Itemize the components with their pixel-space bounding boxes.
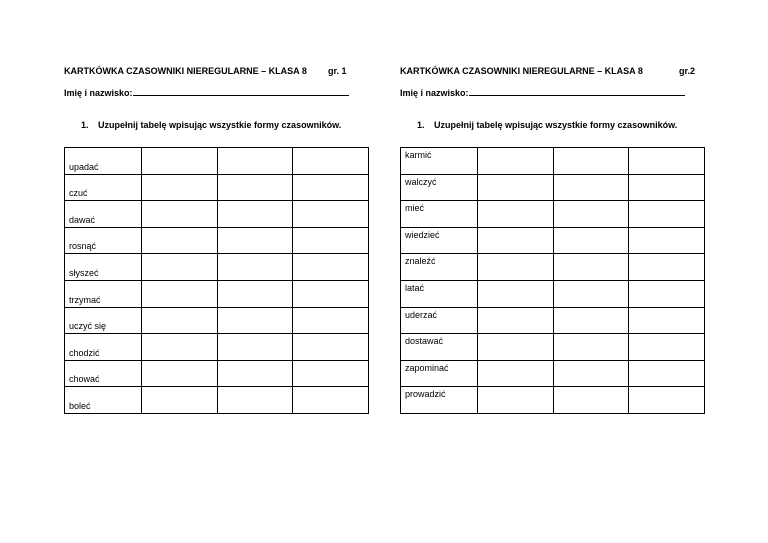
answer-cell[interactable] xyxy=(217,148,293,175)
answer-cell[interactable] xyxy=(553,227,629,254)
answer-cell[interactable] xyxy=(478,360,554,387)
task-instruction xyxy=(417,120,705,134)
answer-cell[interactable] xyxy=(629,334,705,361)
answer-cell[interactable] xyxy=(478,280,554,307)
table-row xyxy=(65,174,369,201)
answer-cell[interactable] xyxy=(293,360,369,387)
table-row xyxy=(401,280,705,307)
table-row xyxy=(401,227,705,254)
answer-cell[interactable] xyxy=(553,360,629,387)
verb-cell: upadać xyxy=(65,148,142,175)
verb-cell: czuć xyxy=(65,174,142,201)
answer-cell[interactable] xyxy=(629,254,705,281)
answer-cell[interactable] xyxy=(629,387,705,414)
answer-cell[interactable] xyxy=(217,201,293,228)
answer-cell[interactable] xyxy=(293,201,369,228)
table-row xyxy=(65,201,369,228)
answer-cell[interactable] xyxy=(553,201,629,228)
answer-cell[interactable] xyxy=(142,360,218,387)
answer-cell[interactable] xyxy=(629,307,705,334)
table-row xyxy=(65,334,369,361)
task-number: 1. xyxy=(417,120,425,130)
task-number: 1. xyxy=(81,120,89,130)
answer-cell[interactable] xyxy=(217,280,293,307)
table-row xyxy=(65,148,369,175)
answer-cell[interactable] xyxy=(293,307,369,334)
answer-cell[interactable] xyxy=(293,174,369,201)
task-text: Uzupełnij tabelę wpisując wszystkie formy czasowników. xyxy=(98,120,342,130)
answer-cell[interactable] xyxy=(553,254,629,281)
answer-cell[interactable] xyxy=(217,254,293,281)
task-text: Uzupełnij tabelę wpisując wszystkie formy czasowników. xyxy=(434,120,678,130)
verb-cell: chodzić xyxy=(65,334,142,361)
answer-cell[interactable] xyxy=(553,387,629,414)
verb-cell: dawać xyxy=(65,201,142,228)
name-field[interactable] xyxy=(64,86,369,100)
answer-cell[interactable] xyxy=(478,334,554,361)
table-row xyxy=(65,254,369,281)
group-label: gr.2 xyxy=(679,66,696,76)
table-row xyxy=(401,174,705,201)
answer-cell[interactable] xyxy=(293,227,369,254)
answer-cell[interactable] xyxy=(478,201,554,228)
verb-cell: chować xyxy=(65,360,142,387)
answer-cell[interactable] xyxy=(217,307,293,334)
answer-cell[interactable] xyxy=(293,148,369,175)
answer-cell[interactable] xyxy=(142,307,218,334)
answer-cell[interactable] xyxy=(142,148,218,175)
answer-cell[interactable] xyxy=(553,148,629,175)
verb-cell: zapominać xyxy=(401,360,478,387)
answer-cell[interactable] xyxy=(142,334,218,361)
answer-cell[interactable] xyxy=(217,174,293,201)
answer-cell[interactable] xyxy=(478,174,554,201)
table-row xyxy=(65,387,369,414)
answer-cell[interactable] xyxy=(478,227,554,254)
answer-cell[interactable] xyxy=(629,174,705,201)
verb-cell: uczyć się xyxy=(65,307,142,334)
verb-cell: karmić xyxy=(401,148,478,175)
table-row xyxy=(65,227,369,254)
answer-cell[interactable] xyxy=(478,148,554,175)
verb-table-group-1 xyxy=(64,147,369,414)
answer-cell[interactable] xyxy=(217,227,293,254)
name-label: Imię i nazwisko: xyxy=(64,88,133,98)
answer-cell[interactable] xyxy=(142,227,218,254)
quiz-title: KARTKÓWKA CZASOWNIKI NIEREGULARNE – KLASA 8 xyxy=(400,66,643,76)
verb-cell: prowadzić xyxy=(401,387,478,414)
table-row xyxy=(65,280,369,307)
answer-cell[interactable] xyxy=(629,280,705,307)
group-2-section xyxy=(400,66,705,400)
verb-cell: rosnąć xyxy=(65,227,142,254)
verb-cell: boleć xyxy=(65,387,142,414)
table-row xyxy=(401,360,705,387)
answer-cell[interactable] xyxy=(553,334,629,361)
answer-cell[interactable] xyxy=(293,254,369,281)
name-label: Imię i nazwisko: xyxy=(400,88,469,98)
answer-cell[interactable] xyxy=(142,280,218,307)
group-2-header xyxy=(400,66,705,80)
answer-cell[interactable] xyxy=(553,307,629,334)
table-row xyxy=(401,254,705,281)
answer-cell[interactable] xyxy=(629,201,705,228)
answer-cell[interactable] xyxy=(478,254,554,281)
verb-cell: dostawać xyxy=(401,334,478,361)
answer-cell[interactable] xyxy=(478,307,554,334)
table-row xyxy=(65,307,369,334)
answer-cell[interactable] xyxy=(142,387,218,414)
answer-cell[interactable] xyxy=(293,280,369,307)
table-row xyxy=(401,201,705,228)
answer-cell[interactable] xyxy=(217,387,293,414)
verb-cell: latać xyxy=(401,280,478,307)
answer-cell[interactable] xyxy=(142,201,218,228)
name-underline[interactable] xyxy=(133,86,349,96)
table-row xyxy=(401,148,705,175)
answer-cell[interactable] xyxy=(293,387,369,414)
task-instruction xyxy=(81,120,369,134)
answer-cell[interactable] xyxy=(217,360,293,387)
answer-cell[interactable] xyxy=(293,334,369,361)
verb-cell: trzymać xyxy=(65,280,142,307)
group-label: gr. 1 xyxy=(328,66,347,76)
group-1-header xyxy=(64,66,369,80)
verb-cell: znaleźć xyxy=(401,254,478,281)
answer-cell[interactable] xyxy=(629,360,705,387)
table-row xyxy=(401,334,705,361)
verb-cell: walczyć xyxy=(401,174,478,201)
table-row xyxy=(65,360,369,387)
quiz-title: KARTKÓWKA CZASOWNIKI NIEREGULARNE – KLASA 8 xyxy=(64,66,307,76)
answer-cell[interactable] xyxy=(142,254,218,281)
answer-cell[interactable] xyxy=(553,280,629,307)
group-1-section xyxy=(64,66,369,411)
answer-cell[interactable] xyxy=(629,227,705,254)
answer-cell[interactable] xyxy=(478,387,554,414)
verb-cell: mieć xyxy=(401,201,478,228)
name-underline[interactable] xyxy=(469,86,685,96)
name-field[interactable] xyxy=(400,86,705,100)
verb-cell: słyszeć xyxy=(65,254,142,281)
answer-cell[interactable] xyxy=(142,174,218,201)
verb-table-group-2 xyxy=(400,147,705,414)
answer-cell[interactable] xyxy=(217,334,293,361)
table-row xyxy=(401,307,705,334)
verb-cell: uderzać xyxy=(401,307,478,334)
verb-cell: wiedzieć xyxy=(401,227,478,254)
table-row xyxy=(401,387,705,414)
answer-cell[interactable] xyxy=(553,174,629,201)
answer-cell[interactable] xyxy=(629,148,705,175)
